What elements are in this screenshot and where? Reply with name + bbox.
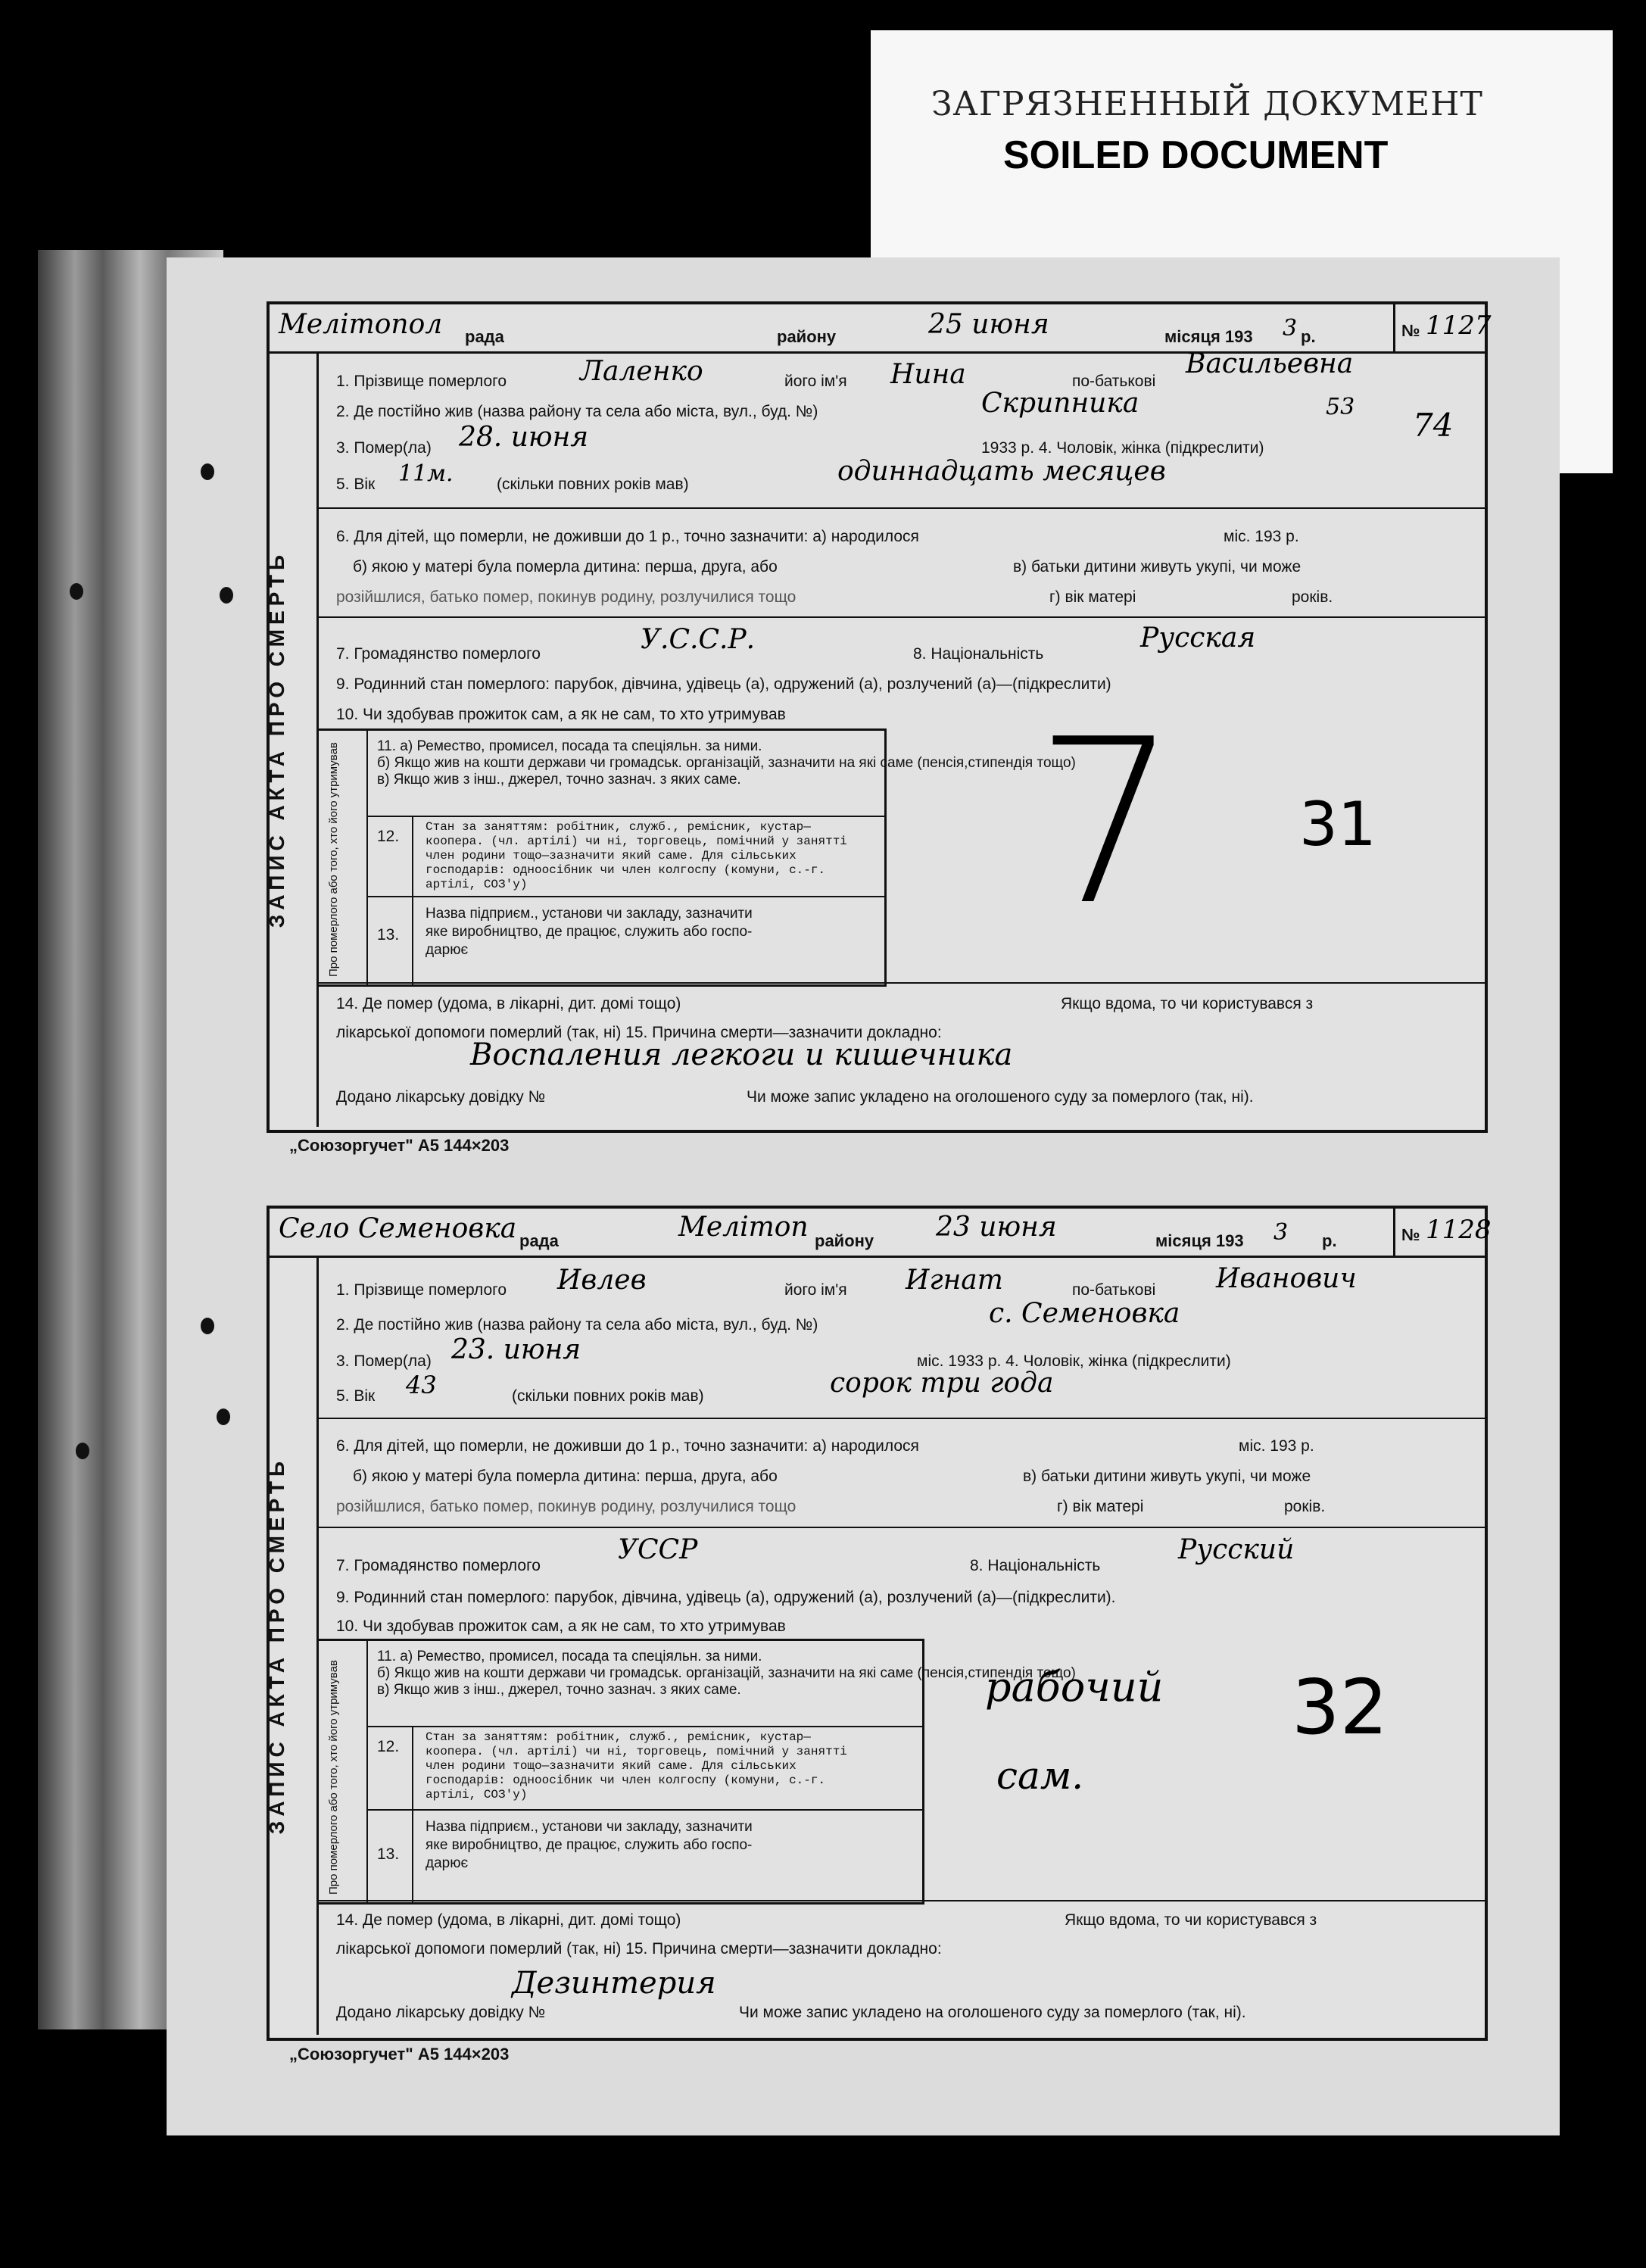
district-label: району bbox=[777, 327, 837, 346]
field-6c-label: розійшлися, батько помер, покинув родину, розлучилися тощо bbox=[336, 588, 797, 606]
code-handwriting: 32 bbox=[1292, 1663, 1389, 1752]
punch-hole bbox=[201, 1318, 214, 1334]
form-1-footer: „Союзоргучет" А5 144×203 bbox=[289, 1136, 510, 1155]
field-6a-label: 6. Для дітей, що померли, не доживши до 1 р., точно зазначити: а) народилося bbox=[336, 1437, 919, 1455]
punch-hole bbox=[217, 1409, 230, 1425]
side-title-text: ЗАПИС АКТА ПРО СМЕРТЬ bbox=[265, 550, 288, 928]
month-label: місяця 193 bbox=[1155, 1231, 1244, 1250]
divider bbox=[366, 1809, 922, 1811]
divider bbox=[316, 1418, 1485, 1419]
address-handwriting: с. Семеновка bbox=[989, 1298, 1180, 1329]
field-12-text: Стан за заняттям: робітник, служб., ремісник, кустар— коопера. (чл. артілі) чи ні, торговець, помічний у занятті член родини тощо—зазначити який саме. Для сільських господарів: одноосібник чи член колгоспу (комуни, с.-г. артілі, СОЗ'у) bbox=[426, 1730, 847, 1802]
field-1-label: 1. Прізвище померлого bbox=[336, 373, 507, 390]
field-5-label: 5. Вік bbox=[336, 1387, 376, 1405]
divider bbox=[316, 616, 1485, 618]
divider bbox=[366, 816, 884, 817]
field-6a-suffix: міс. 193 р. bbox=[1239, 1437, 1314, 1455]
day-handwriting: 25 июня bbox=[928, 309, 1049, 340]
death-record-form-2 bbox=[265, 1206, 1492, 2041]
name-label: його ім'я bbox=[784, 373, 847, 390]
name-label: його ім'я bbox=[784, 1281, 847, 1299]
large-handwritten-mark: 7 bbox=[1034, 691, 1179, 955]
number-label: № bbox=[1401, 321, 1420, 340]
field-6c-years: років. bbox=[1284, 1498, 1326, 1515]
surname-handwriting: Ивлев bbox=[557, 1265, 647, 1296]
field-8-label: 8. Національність bbox=[970, 1557, 1101, 1574]
field-15-label: лікарської допомоги померлий (так, ні) 15. Причина смерти—зазначити докладно: bbox=[336, 1940, 942, 1958]
death-record-form-1 bbox=[265, 301, 1492, 1133]
field-10-label: 10. Чи здобував прожиток сам, а як не сам, то хто утримував bbox=[336, 1618, 786, 1635]
field-16-suffix: Чи може запис укладено на оголошеного суду за померлого (так, ні). bbox=[747, 1088, 1254, 1106]
field-16-label: Додано лікарську довідку № bbox=[336, 1088, 546, 1106]
code-handwriting: 31 bbox=[1299, 789, 1376, 859]
field-11-text: 11. а) Ремество, промисел, посада та спеціяльн. за ними. б) Якщо жив на кошти держави чи громадськ. організацій, зазначити на які саме (пенсія,стипендія тощо) в) Якщо жив з інш., джерел, точно зазнач. з яких саме. bbox=[377, 1649, 1076, 1698]
field-5-label: 5. Вік bbox=[336, 476, 376, 493]
field-6c-suffix: г) вік матері bbox=[1057, 1498, 1144, 1515]
field-6c-label: розійшлися, батько помер, покинув родину, розлучилися тощо bbox=[336, 1498, 797, 1515]
field-9-label: 9. Родинний стан померлого: парубок, дівчина, удівець (а), одружений (а), розлучений (а)—(підкреслити) bbox=[336, 675, 1111, 693]
council-handwriting: Мелітопол bbox=[279, 309, 443, 340]
field-15-label: лікарської допомоги померлий (так, ні) 15. Причина смерти—зазначити докладно: bbox=[336, 1024, 942, 1041]
name-handwriting: Игнат bbox=[906, 1265, 1003, 1296]
patronymic-label: по-батькові bbox=[1072, 373, 1156, 390]
field-8-label: 8. Національність bbox=[913, 645, 1044, 663]
stamp-ru: ЗАГРЯЗНЕННЫЙ ДОКУМЕНТ bbox=[931, 85, 1483, 123]
field-3-label: 3. Помер(ла) bbox=[336, 439, 432, 457]
cause-handwriting: Воспаления легкоги и кишечника bbox=[470, 1037, 1013, 1072]
margin-number-handwriting: 74 bbox=[1413, 407, 1454, 444]
field-3-suffix: 1933 р. 4. Чоловік, жінка (підкреслити) bbox=[981, 439, 1264, 457]
occupation-side-label: Про померлого або того, хто його утримував bbox=[327, 742, 340, 977]
stamp-en: SOILED DOCUMENT bbox=[1003, 133, 1389, 177]
form-2-footer: „Союзоргучет" А5 144×203 bbox=[289, 2045, 510, 2064]
punch-hole bbox=[76, 1443, 89, 1459]
self-support-handwriting: сам. bbox=[996, 1754, 1084, 1798]
field-7-label: 7. Громадянство померлого bbox=[336, 1557, 541, 1574]
patronymic-handwriting: Иванович bbox=[1216, 1263, 1357, 1294]
council-label: рада bbox=[465, 327, 504, 346]
address-number-handwriting: 53 bbox=[1326, 394, 1355, 420]
year-handwriting: 3 bbox=[1283, 315, 1298, 342]
field-14-label: 14. Де помер (удома, в лікарні, дит. домі тощо) bbox=[336, 995, 681, 1012]
field-16-label: Додано лікарську довідку № bbox=[336, 2004, 546, 2021]
age-words-handwriting: одиннадцать месяцев bbox=[837, 456, 1166, 487]
citizenship-handwriting: УССР bbox=[618, 1534, 698, 1565]
field-16-suffix: Чи може запис укладено на оголошеного суду за померлого (так, ні). bbox=[739, 2004, 1246, 2021]
field-1-label: 1. Прізвище померлого bbox=[336, 1281, 507, 1299]
occupation-handwriting: рабочий bbox=[985, 1663, 1164, 1711]
age-hint: (скільки повних років мав) bbox=[512, 1387, 704, 1405]
field-9-label: 9. Родинний стан померлого: парубок, дівчина, удівець (а), одружений (а), розлучений (а)—(підкреслити). bbox=[336, 1589, 1116, 1606]
field-6c-suffix: г) вік матері bbox=[1049, 588, 1136, 606]
date-died-handwriting: 23. июня bbox=[451, 1334, 581, 1365]
record-number-box bbox=[1393, 304, 1492, 351]
year-handwriting: 3 bbox=[1273, 1219, 1289, 1246]
date-died-handwriting: 28. июня bbox=[459, 422, 589, 453]
field-14-label: 14. Де помер (удома, в лікарні, дит. домі тощо) bbox=[336, 1911, 681, 1929]
record-number: 1128 bbox=[1426, 1215, 1492, 1245]
age-handwriting: 43 bbox=[406, 1371, 437, 1399]
age-words-handwriting: сорок три года bbox=[830, 1368, 1054, 1399]
record-number-box bbox=[1393, 1209, 1492, 1256]
field-6b-suffix: в) батьки дитини живуть укупі, чи може bbox=[1013, 558, 1302, 576]
form-header bbox=[270, 304, 1492, 354]
age-hint: (скільки повних років мав) bbox=[497, 476, 689, 493]
side-title bbox=[265, 351, 319, 1127]
district-handwriting: Мелітоп bbox=[678, 1212, 809, 1243]
divider bbox=[316, 1527, 1485, 1528]
punch-hole bbox=[201, 463, 214, 480]
council-label: рада bbox=[519, 1231, 559, 1250]
field-13-text: Назва підприєм., установи чи закладу, зазначити яке виробництво, де працює, служить або госпо- дарює bbox=[426, 1819, 753, 1871]
field-13-number: 13. bbox=[377, 926, 400, 944]
district-label: району bbox=[815, 1231, 874, 1250]
surname-handwriting: Лаленко bbox=[580, 356, 703, 387]
field-6b-label: б) якою у матері була померла дитина: перша, друга, або bbox=[353, 1468, 778, 1485]
field-6a-label: 6. Для дітей, що померли, не доживши до 1 р., точно зазначити: а) народилося bbox=[336, 528, 919, 545]
side-title-text: ЗАПИС АКТА ПРО СМЕРТЬ bbox=[265, 1456, 288, 1834]
cause-handwriting: Дезинтерия bbox=[512, 1966, 716, 2001]
council-handwriting: Село Семеновка bbox=[279, 1213, 517, 1244]
divider bbox=[412, 1726, 413, 1902]
field-6b-label: б) якою у матері була померла дитина: перша, друга, або bbox=[353, 558, 778, 576]
field-3-suffix: міс. 1933 р. 4. Чоловік, жінка (підкреслити) bbox=[917, 1352, 1231, 1370]
divider bbox=[412, 816, 413, 984]
record-number: 1127 bbox=[1426, 310, 1492, 341]
form-header bbox=[270, 1209, 1492, 1258]
occupation-side-label: Про померлого або того, хто його утримував bbox=[327, 1660, 340, 1895]
field-13-number: 13. bbox=[377, 1845, 400, 1863]
field-7-label: 7. Громадянство померлого bbox=[336, 645, 541, 663]
divider bbox=[366, 896, 884, 897]
side-title bbox=[265, 1256, 319, 2035]
divider bbox=[316, 507, 1485, 509]
year-suffix: р. bbox=[1301, 327, 1316, 346]
field-6b-suffix: в) батьки дитини живуть укупі, чи може bbox=[1023, 1468, 1311, 1485]
divider bbox=[316, 1900, 1485, 1901]
punch-hole bbox=[220, 587, 233, 604]
nationality-handwriting: Русский bbox=[1178, 1534, 1295, 1565]
field-10-label: 10. Чи здобував прожиток сам, а як не сам, то хто утримував bbox=[336, 706, 786, 723]
nationality-handwriting: Русская bbox=[1140, 622, 1256, 654]
occupation-box bbox=[316, 728, 1076, 987]
patronymic-label: по-батькові bbox=[1072, 1281, 1156, 1299]
day-handwriting: 23 июня bbox=[936, 1212, 1057, 1243]
field-12-number: 12. bbox=[377, 828, 400, 845]
field-13-text: Назва підприєм., установи чи закладу, зазначити яке виробництво, де працює, служить або госпо- дарює bbox=[426, 906, 753, 958]
field-11-text: 11. а) Ремество, промисел, посада та спеціяльн. за ними. б) Якщо жив на кошти держави чи громадськ. організацій, зазначити на які саме (пенсія,стипендія тощо) в) Якщо жив з інш., джерел, точно зазнач. з яких саме. bbox=[377, 738, 1076, 788]
field-12-text: Стан за заняттям: робітник, служб., ремісник, кустар— коопера. (чл. артілі) чи ні, торговець, помічний у занятті член родини тощо—зазначити який саме. Для сільських господарів: одноосібник чи член колгоспу (комуни, с.-г. артілі, СОЗ'у) bbox=[426, 820, 847, 891]
divider bbox=[366, 1726, 922, 1727]
month-label: місяця 193 bbox=[1164, 327, 1253, 346]
patronymic-handwriting: Васильевна bbox=[1186, 348, 1354, 379]
number-label: № bbox=[1401, 1225, 1420, 1244]
field-2-label: 2. Де постійно жив (назва району та села або міста, вул., буд. №) bbox=[336, 1316, 818, 1334]
address-handwriting: Скрипника bbox=[981, 388, 1139, 419]
field-14-suffix: Якщо вдома, то чи користувався з bbox=[1065, 1911, 1317, 1929]
name-handwriting: Нина bbox=[890, 359, 966, 390]
divider bbox=[316, 982, 1485, 984]
field-6c-years: років. bbox=[1292, 588, 1333, 606]
divider bbox=[366, 731, 368, 984]
year-suffix: р. bbox=[1322, 1231, 1337, 1250]
field-14-suffix: Якщо вдома, то чи користувався з bbox=[1061, 995, 1314, 1012]
field-2-label: 2. Де постійно жив (назва району та села або міста, вул., буд. №) bbox=[336, 403, 818, 420]
age-handwriting: 11м. bbox=[398, 460, 454, 487]
citizenship-handwriting: У.С.С.Р. bbox=[641, 624, 756, 655]
field-6a-suffix: міс. 193 р. bbox=[1224, 528, 1299, 545]
field-12-number: 12. bbox=[377, 1738, 400, 1755]
field-3-label: 3. Помер(ла) bbox=[336, 1352, 432, 1370]
divider bbox=[366, 1641, 368, 1902]
punch-hole bbox=[70, 583, 83, 600]
